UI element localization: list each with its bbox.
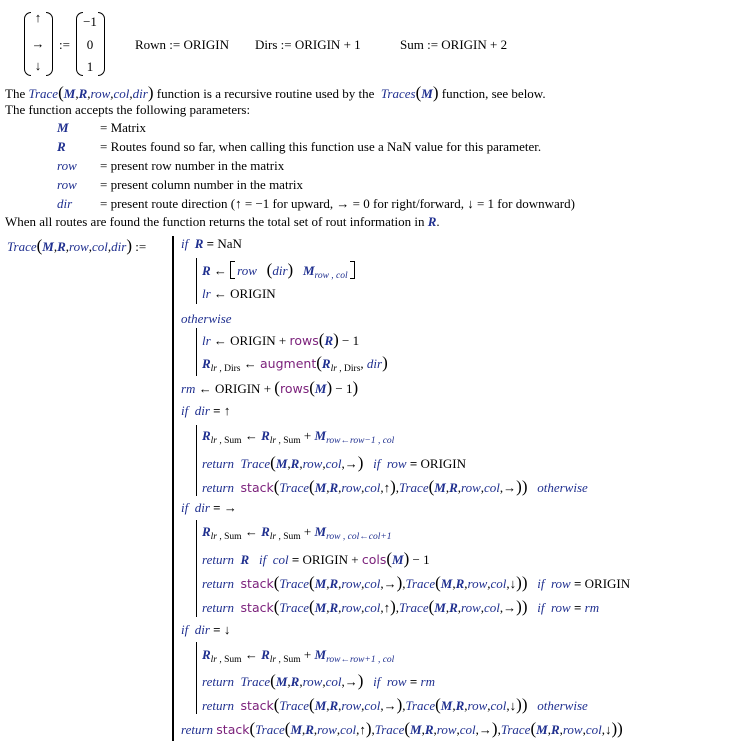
sum-down-line: $R_{lr , Sum}$ ← $R_{lr , Sum} + M_{row\leftarrow row+1 , col}$ [202,647,395,665]
traces-name: Traces [380,86,416,101]
text: function, see below. [441,86,546,101]
define-operator: := [59,37,70,52]
param-name: M [57,120,69,135]
if-nan-line: if R = NaN [181,236,242,251]
return-right-1: return R if col = ORIGIN + cols(M) − 1 [202,549,430,568]
block-bar [196,425,197,496]
function-signature: Trace(M,R,row,col,dir) := [7,236,147,255]
arrow-down-symbol: ↓ [34,58,42,73]
param-name: R [57,139,66,154]
param-desc: = present column number in the matrix [100,177,304,192]
augment-line: $R_{lr , Dirs}$ ← $augment(R_{lr , Dirs}$, dir) [202,353,388,374]
if-dir-down-line: if dir = ↓ [181,622,231,637]
param-desc: = present row number in the matrix [100,158,285,173]
param-desc: = Matrix [100,120,146,135]
block-bar [196,520,197,617]
arrow-right-symbol: → [31,36,45,51]
assign-lr-line: lr ← ORIGIN [202,286,276,301]
return-up-2: return stack(Trace(M,R,row,col,↑),Trace(M,R,row,col,→)) otherwise [202,477,588,496]
block-bar [196,328,197,376]
return-right-2: return stack(Trace(M,R,row,col,→),Trace(M,R,row,col,↓)) if row = ORIGIN [202,573,631,592]
block-bar [196,642,197,714]
func-name: Trace [7,239,37,254]
return-up-1: return Trace(M,R,row,col,→) if row = ORIGIN [202,453,467,472]
return-down-1: return Trace(M,R,row,col,→) if row = rm [202,671,435,690]
param-name: dir [57,196,73,211]
text: When all routes are found the function returns the total set of rout information in [5,214,425,229]
dirs-definition: Dirs := ORIGIN + 1 [255,37,361,52]
text: The [5,86,26,101]
rm-line: rm ← ORIGIN + (rows(M) − 1) [181,378,359,397]
rown-definition: Rown := ORIGIN [135,37,229,52]
otherwise-line: otherwise [181,311,232,326]
param-name: row [57,177,77,192]
value-down: 1 [86,59,94,74]
value-up: −1 [83,14,97,29]
func-name: Trace [28,86,59,101]
program-bar [172,236,174,741]
param-desc: = Routes found so far, when calling this function use a NaN value for this parameter. [100,139,542,154]
if-dir-up-line: if dir = ↑ [181,403,231,418]
lr-rows-line: lr ← ORIGIN + rows(R) − 1 [202,330,360,349]
assign-r-line: R ← row (dir) $M_{row , col}$ [202,260,355,281]
block-bar [196,258,197,304]
arrow-up-symbol: ↑ [34,10,42,25]
sum-definition: Sum := ORIGIN + 2 [400,37,508,52]
param-desc: = present route direction (↑ = −1 for upward, → = 0 for right/forward, ↓ = 1 for downward) [100,196,575,211]
value-right: 0 [86,37,94,52]
sum-up-line: $R_{lr , Sum}$ ← $R_{lr , Sum} + M_{row\leftarrow row-1 , col}$ [202,428,395,446]
return-right-3: return stack(Trace(M,R,row,col,↑),Trace(M,R,row,col,→)) if row = rm [202,597,600,616]
if-dir-right-line: if dir = → [181,500,237,515]
return-down-2: return stack(Trace(M,R,row,col,→),Trace(M,R,row,col,↓)) otherwise [202,695,588,714]
param-name: row [57,158,77,173]
final-return-line: return stack(Trace(M,R,row,col,↑),Trace(M,R,row,col,→),Trace(M,R,row,col,↓)) [181,719,623,738]
text: function is a recursive routine used by the [156,86,375,101]
intro-line-1: The Trace(M,R,row,col,dir) function is a recursive routine used by the Traces(M) function, see below. [5,83,546,102]
sum-right-line: $R_{lr , Sum}$ ← $R_{lr , Sum} + M_{row , col\leftarrow col+1}$ [202,524,392,542]
intro-line-3: When all routes are found the function returns the total set of rout information in R. [5,214,440,229]
intro-line-2: The function accepts the following parameters: [5,102,251,117]
